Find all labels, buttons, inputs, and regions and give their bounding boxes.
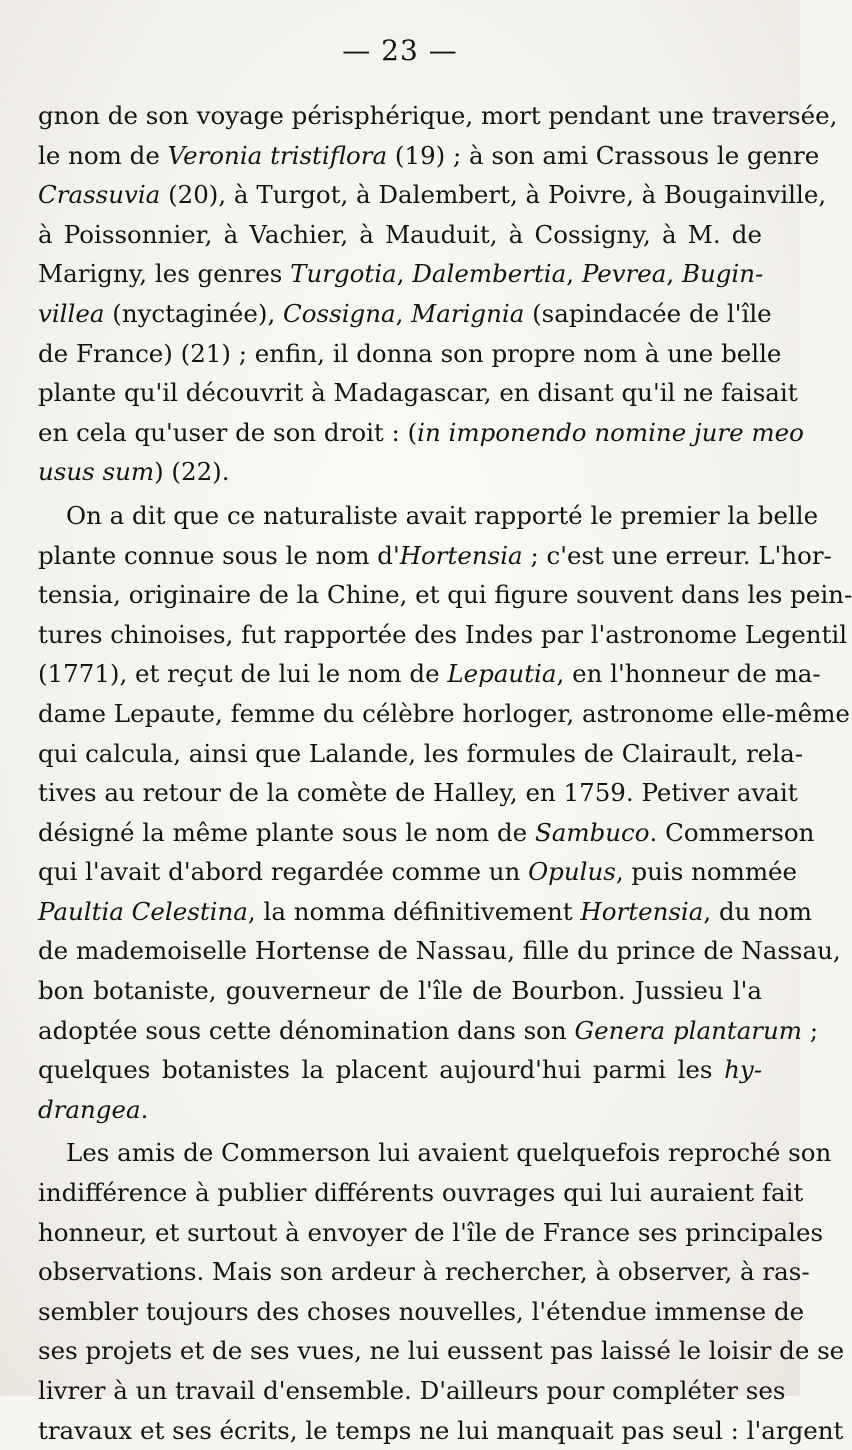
text-run: sembler toujours des choses nouvelles, l'étendue immense de (38, 1296, 805, 1326)
italic-text: Turgotia (290, 259, 397, 289)
text-line (38, 892, 812, 932)
text-run: ses projets et de ses vues, ne lui eussent pas laissé le loisir de se (38, 1336, 845, 1366)
text-line (38, 1331, 845, 1371)
italic-text: Veronia tristiflora (167, 140, 388, 170)
text-line (38, 452, 762, 492)
text-run: adoptée sous cette dénomination dans son (38, 1015, 575, 1045)
italic-text: Cossigna (283, 298, 396, 328)
italic-text: Bugin- (681, 259, 764, 289)
text-line (38, 654, 821, 694)
text-line (38, 536, 832, 576)
text-line (38, 373, 798, 413)
text-line (38, 1411, 844, 1450)
text-run: honneur, et surtout à envoyer de l'île de France ses principales (38, 1217, 824, 1247)
text-run: On a dit que ce naturaliste avait rapporté le premier la belle (66, 500, 819, 530)
text-run: , (396, 259, 413, 289)
italic-text: in imponendo nomine jure meo (417, 417, 804, 447)
text-line (38, 1371, 786, 1411)
text-line (38, 575, 852, 615)
text-run: bon botaniste, gouverneur de l'île de Bourbon. Jussieu l'a (38, 976, 762, 1006)
text-run: tensia, originaire de la Chine, et qui figure souvent dans les pein- (38, 580, 852, 610)
text-run: , puis nommée (615, 857, 798, 887)
text-line (38, 496, 819, 536)
body-text (38, 96, 852, 1450)
text-line (38, 1173, 804, 1213)
text-run: de mademoiselle Hortense de Nassau, fille du prince de Nassau, (38, 936, 841, 966)
italic-text: Marignia (411, 298, 525, 328)
text-line (38, 694, 850, 734)
text-run: ; c'est une erreur. L'hor- (522, 540, 832, 570)
italic-text: villea (38, 298, 105, 328)
text-run: en cela qu'user de son droit : ( (38, 417, 418, 447)
italic-text: drangea (38, 1094, 141, 1124)
italic-text: Sambuco (534, 817, 650, 847)
paragraph (38, 96, 838, 492)
text-line (38, 734, 804, 774)
text-run: (19) ; à son ami Crassous le genre (387, 140, 820, 170)
text-run: . Commerson (649, 817, 815, 847)
text-run: qui calcula, ainsi que Lalande, les formules de Clairault, rela- (38, 738, 804, 768)
text-run: (sapindacée de l'île (524, 298, 772, 328)
text-run: de France) (21) ; enfin, il donna son propre nom à une belle (38, 338, 782, 368)
text-run: (1771), et reçut de lui le nom de (38, 659, 448, 689)
text-line (38, 1050, 762, 1090)
text-line (38, 96, 838, 136)
text-run: livrer à un travail d'ensemble. D'ailleurs pour compléter ses (38, 1376, 786, 1405)
text-line (38, 773, 798, 813)
italic-text: hy- (724, 1055, 762, 1085)
text-run: , du nom (703, 896, 812, 926)
text-run: (nyctaginée), (104, 298, 284, 328)
page-number: — 23 — (342, 34, 458, 67)
text-run: quelques botanistes la placent aujourd'hui parmi les (38, 1055, 725, 1085)
italic-text: Paultia Celestina (38, 896, 248, 926)
text-line (38, 615, 848, 655)
text-run: tives au retour de la comète de Halley, en 1759. Petiver avait (38, 778, 798, 808)
text-run: travaux et ses écrits, le temps ne lui manquait pas seul : l'argent (38, 1415, 844, 1445)
text-run: plante connue sous le nom d' (38, 540, 400, 570)
text-line (38, 136, 820, 176)
italic-text: Opulus (528, 857, 616, 887)
text-run: gnon de son voyage périsphérique, mort pendant une traversée, (38, 101, 838, 130)
italic-text: usus sum (38, 457, 155, 487)
text-run: dame Lepaute, femme du célèbre horloger, astronome elle-même (38, 698, 850, 728)
text-run: tures chinoises, fut rapportée des Indes par l'astronome Legentil (38, 619, 848, 649)
italic-text: Lepautia (447, 659, 557, 689)
text-line (38, 1133, 832, 1173)
italic-text: Pevrea (581, 259, 667, 289)
text-line (38, 813, 815, 853)
italic-text: Genera plantarum (574, 1015, 803, 1045)
text-run: indifférence à publier différents ouvrages qui lui auraient fait (38, 1178, 804, 1208)
text-line (38, 1090, 762, 1130)
text-run: , (566, 259, 582, 289)
text-run: Les amis de Commerson lui avaient quelquefois reproché son (66, 1138, 832, 1168)
text-line (38, 334, 782, 374)
italic-text: Dalembertia (412, 259, 567, 289)
text-line (38, 931, 841, 971)
italic-text: Hortensia (399, 540, 523, 570)
text-line (38, 175, 827, 215)
text-line (38, 1292, 805, 1332)
text-line (38, 1252, 810, 1292)
text-line (38, 1011, 819, 1051)
text-run: le nom de (38, 140, 168, 170)
text-line (38, 413, 804, 453)
text-run: . (140, 1094, 149, 1124)
text-run: ) (22). (154, 457, 230, 487)
text-run: (20), à Turgot, à Dalembert, à Poivre, à Bougainville, (160, 180, 827, 210)
text-run: Marigny, les genres (38, 259, 291, 289)
text-line (38, 254, 762, 294)
text-line (38, 971, 762, 1011)
text-line (38, 294, 772, 334)
text-run: plante qu'il découvrit à Madagascar, en disant qu'il ne faisait (38, 378, 798, 408)
text-run: , (395, 298, 412, 328)
paragraph (38, 496, 852, 1130)
text-run: à Poissonnier, à Vachier, à Mauduit, à Cossigny, à M. de (38, 219, 762, 249)
text-line (38, 215, 762, 255)
text-run: ; (802, 1015, 819, 1045)
text-line (38, 1213, 824, 1253)
text-line (38, 852, 798, 892)
text-run: désigné la même plante sous le nom de (38, 817, 535, 847)
text-run: qui l'avait d'abord regardée comme un (38, 857, 529, 887)
text-run: observations. Mais son ardeur à rechercher, à observer, à ras- (38, 1257, 810, 1287)
text-run: , (666, 259, 682, 289)
paragraph (38, 1133, 845, 1450)
italic-text: Hortensia (580, 896, 704, 926)
text-run: , en l'honneur de ma- (556, 659, 821, 689)
italic-text: Crassuvia (38, 180, 161, 210)
text-run: , la nomma définitivement (247, 896, 581, 926)
